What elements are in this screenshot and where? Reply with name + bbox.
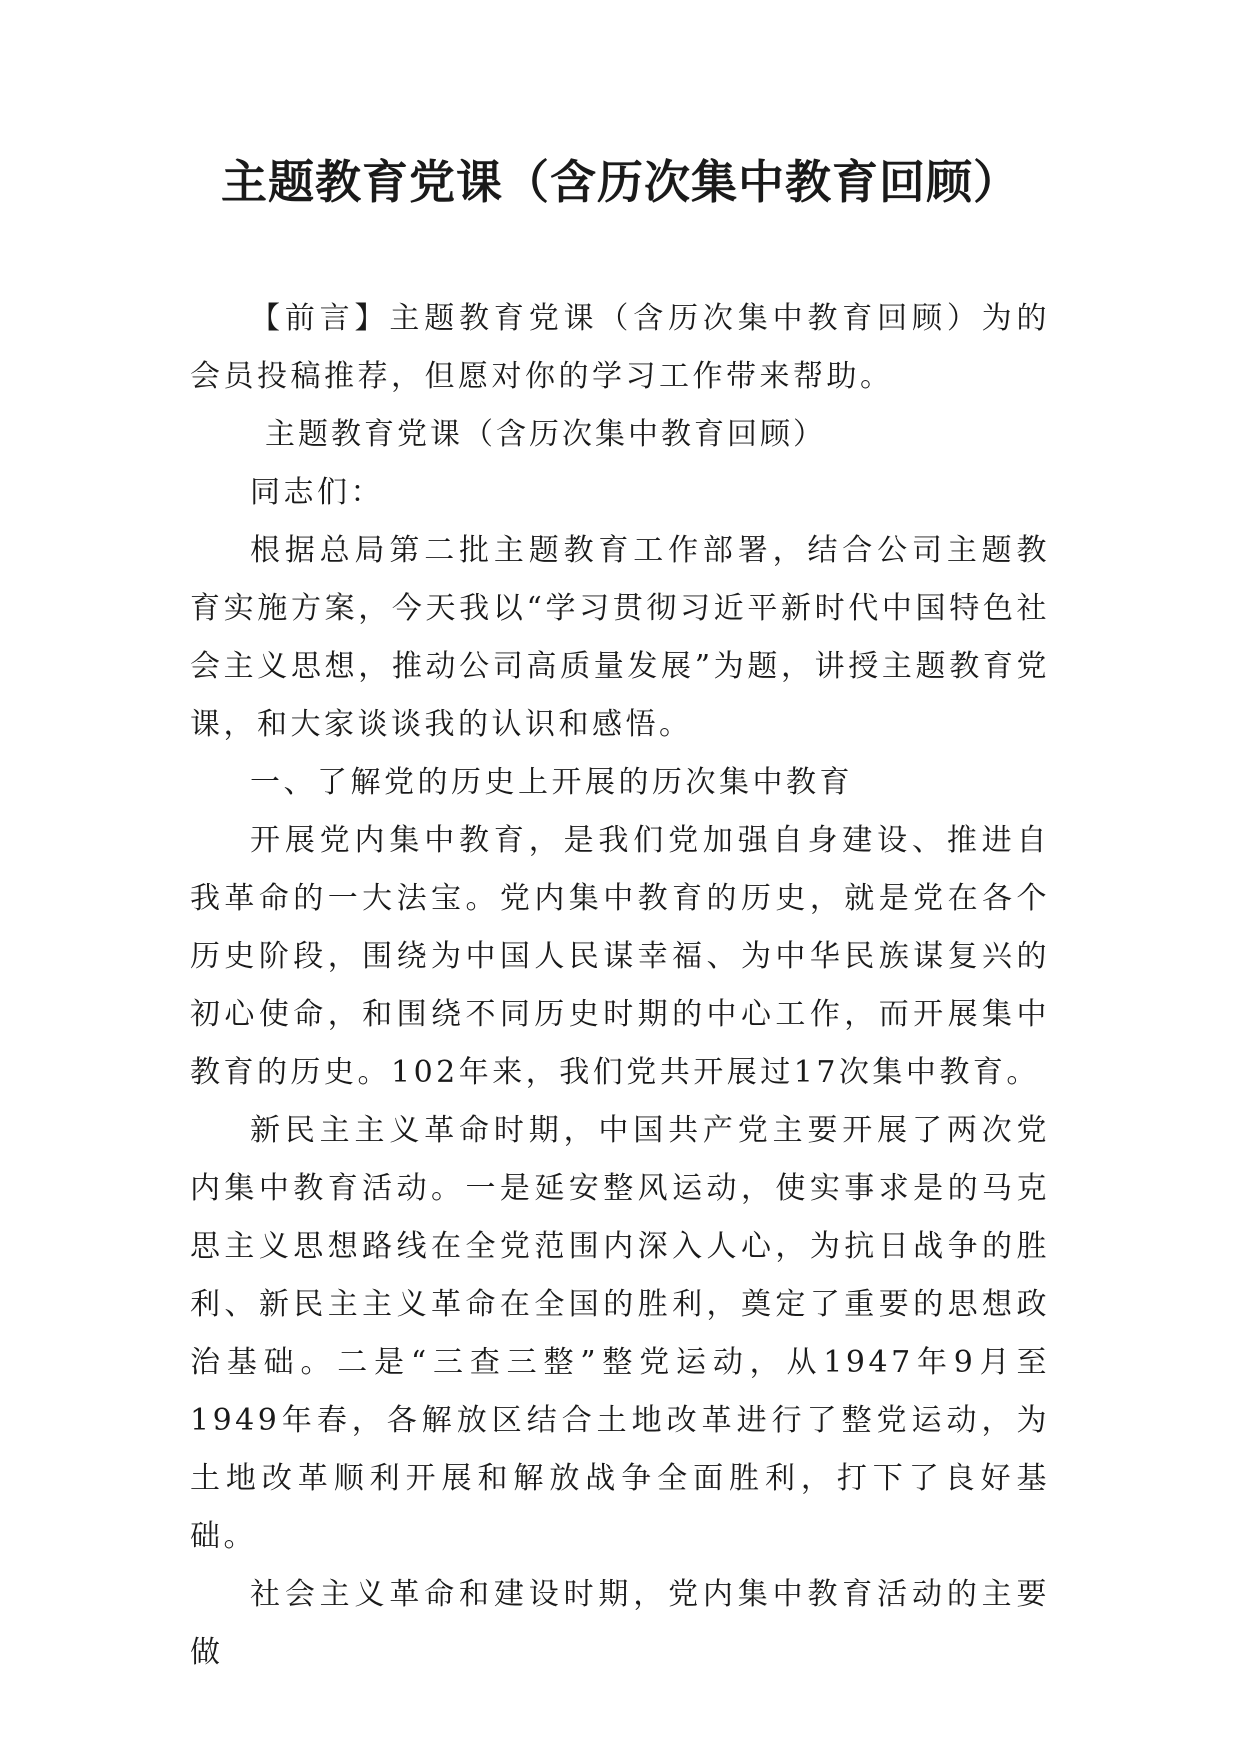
body-paragraph: 新民主主义革命时期，中国共产党主要开展了两次党内集中教育活动。一是延安整风运动，使实事求是的马克思主义思想路线在全党范围内深入人心，为抗日战争的胜利、新民主主义革命在全国的胜利，奠定了重要的思想政治基础。二是“三查三整”整党运动，从1947年9月至1949年春，各解放区结合土地改革进行了整党运动，为土地改革顺利开展和解放战争全面胜利，打下了良好基础。 [190,1113,1050,1554]
body-paragraph: 根据总局第二批主题教育工作部署，结合公司主题教育实施方案，今天我以“学习贯彻习近平新时代中国特色社会主义思想，推动公司高质量发展”为题，讲授主题教育党课，和大家谈谈我的认识和感悟。 [190,533,1050,742]
document-body [190,290,1050,1682]
salutation-paragraph: 同志们： [250,475,384,510]
section-heading: 一、了解党的历史上开展的历次集中教育 [250,765,853,800]
document-title: 主题教育党课（含历次集中教育回顾） [221,155,1020,209]
body-paragraph: 社会主义革命和建设时期，党内集中教育活动的主要做 [190,1577,1050,1670]
body-paragraph: 开展党内集中教育，是我们党加强自身建设、推进自我革命的一大法宝。党内集中教育的历史，就是党在各个历史阶段，围绕为中国人民谋幸福、为中华民族谋复兴的初心使命，和围绕不同历史时期的中心工作，而开展集中教育的历史。102年来，我们党共开展过17次集中教育。 [190,823,1050,1090]
preface-paragraph: 【前言】主题教育党课（含历次集中教育回顾）为的会员投稿推荐，但愿对你的学习工作带来帮助。 [190,301,1050,394]
subtitle-paragraph: 主题教育党课（含历次集中教育回顾） [265,417,826,452]
